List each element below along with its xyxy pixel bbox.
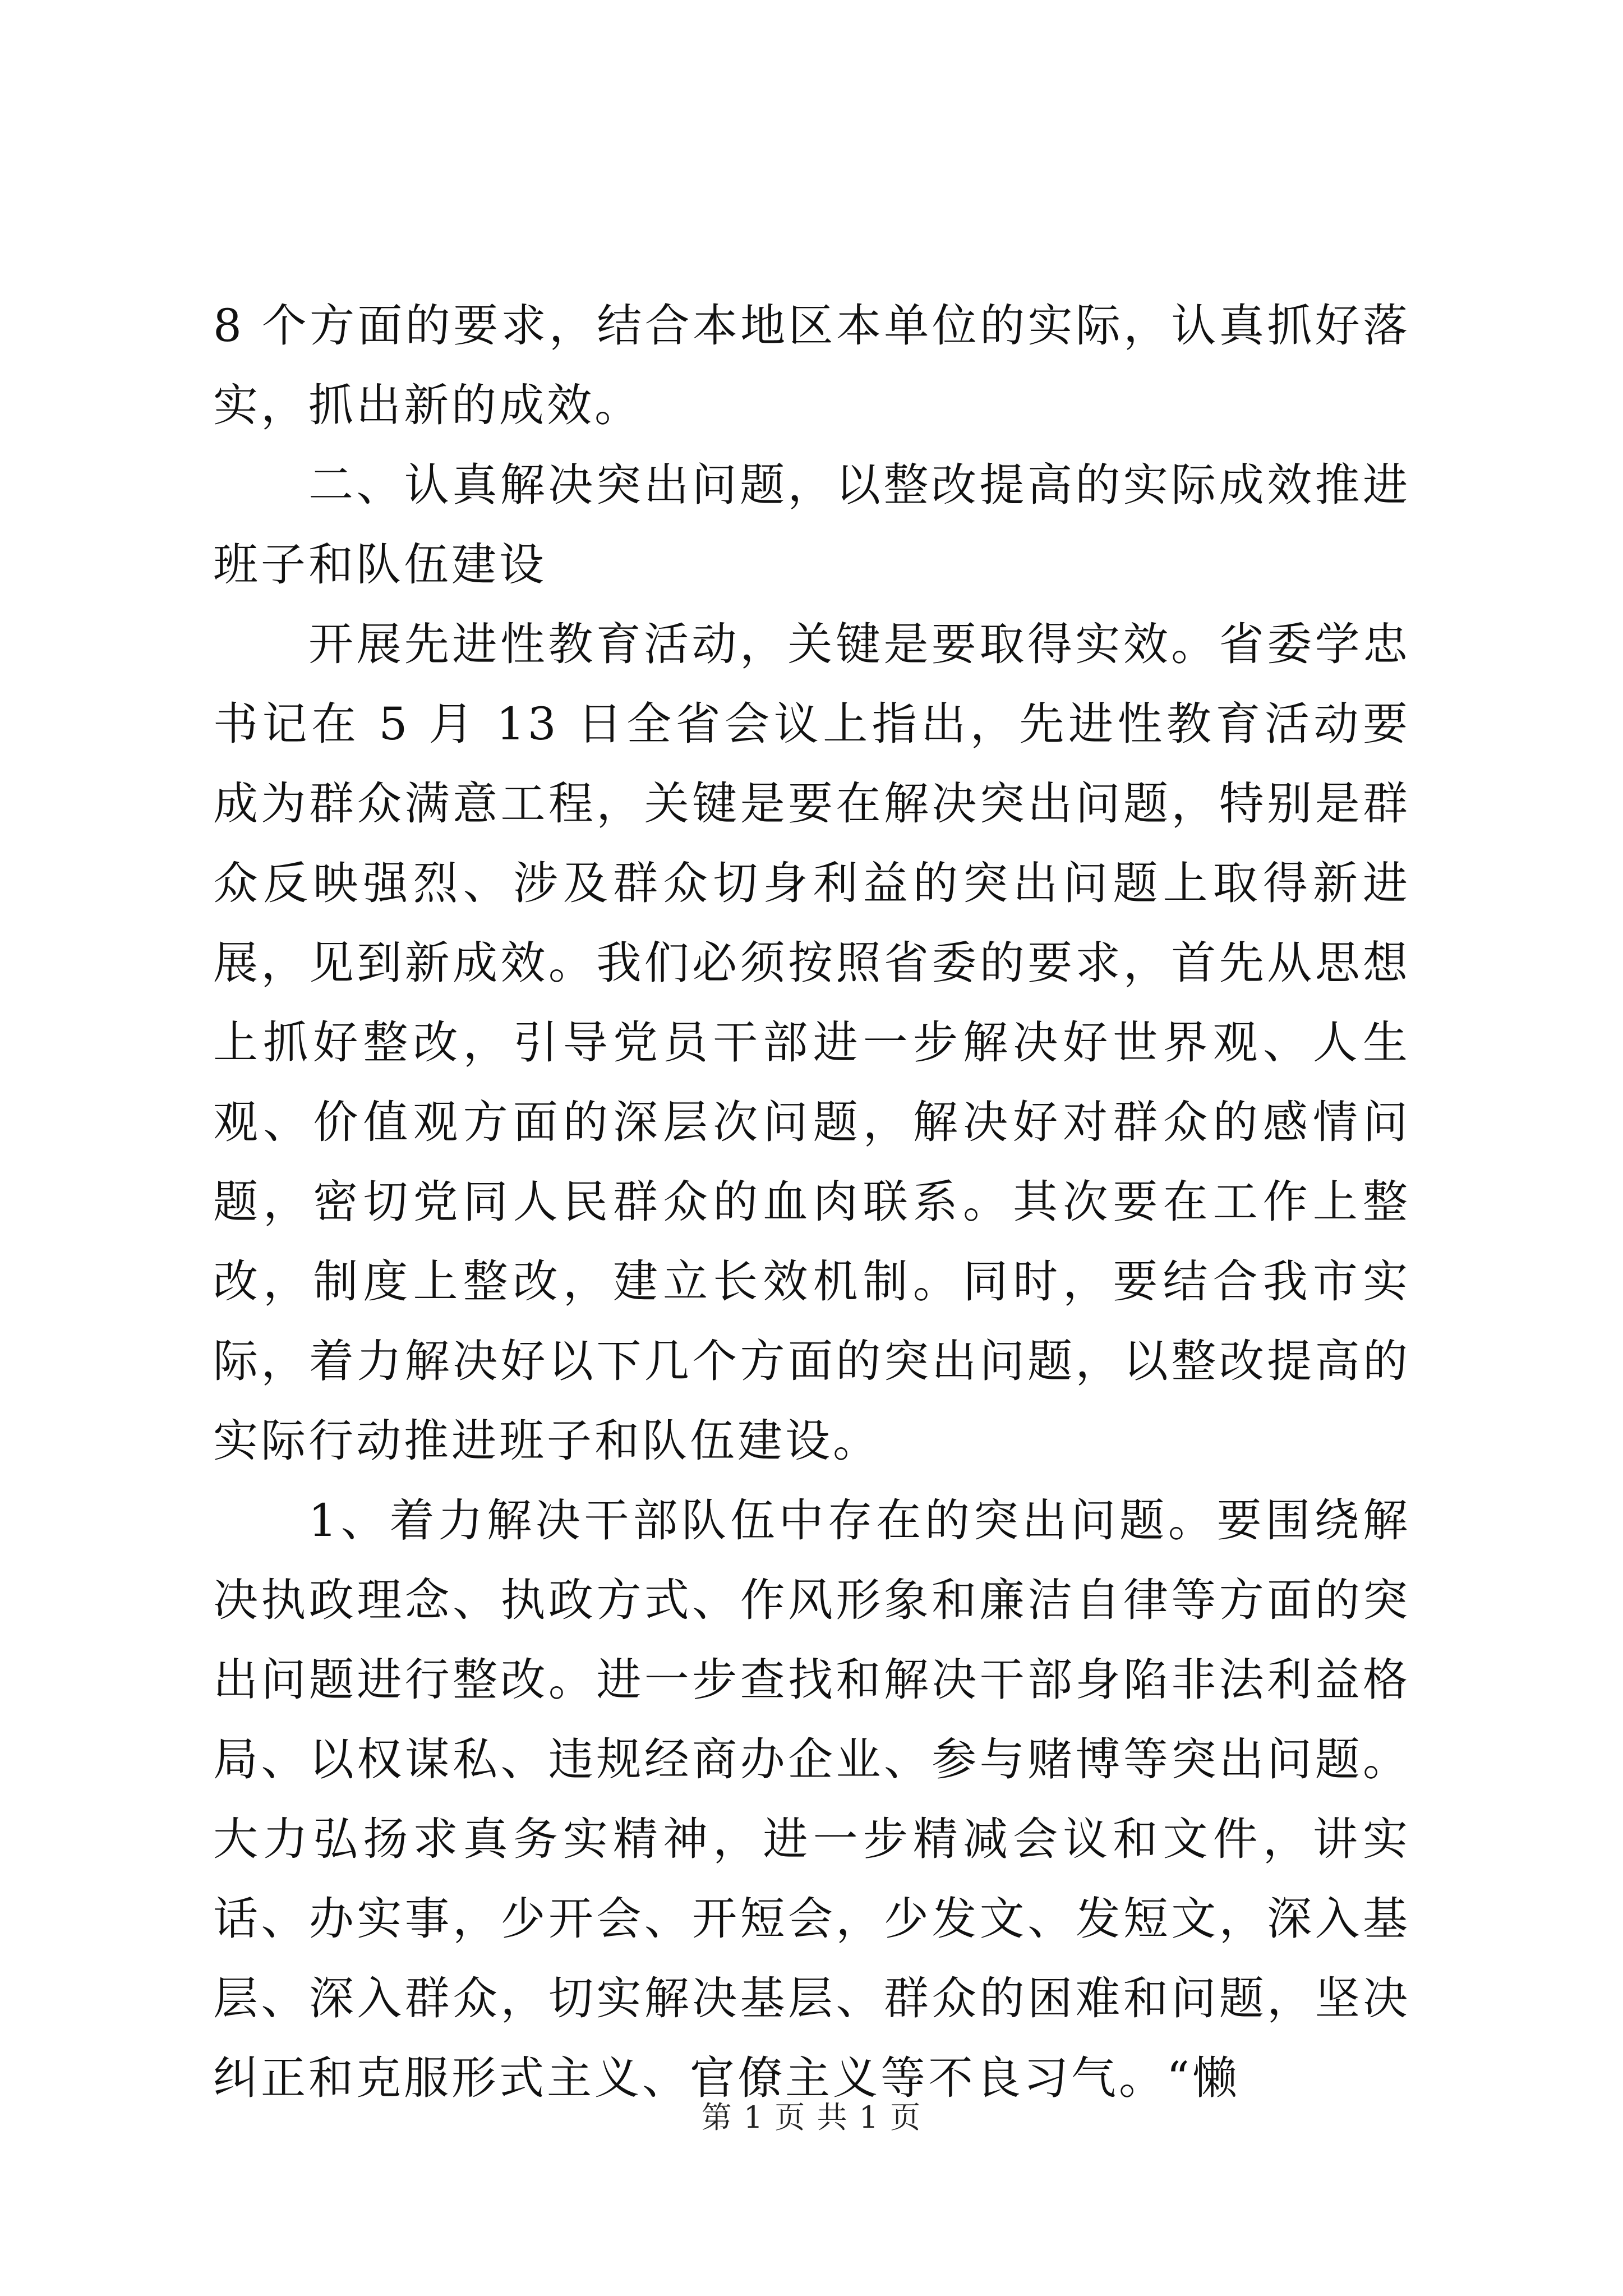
paragraph-continuation: 8 个方面的要求，结合本地区本单位的实际，认真抓好落实，抓出新的成效。 (213, 300, 1410, 431)
paragraph-item-1: 1、着力解决干部队伍中存在的突出问题。要围绕解决执政理念、执政方式、作风形象和廉洁自律等方面的突出问题进行整改。进一步查找和解决干部身陷非法利益格局、以权谋私、违规经商办企业、参与赌博等突出问题。大力弘扬求真务实精神，进一步精减会议和文件，讲实话、办实事，少开会、开短会，少发文、发短文，深入基层、深入群众，切实解决基层、群众的困难和问题，坚决纠正和克服形式主义、官僚主义等不良习气。“懒 (213, 1494, 1410, 2104)
document-body (213, 286, 1410, 2118)
paragraph-body: 开展先进性教育活动，关键是要取得实效。省委学忠书记在 5 月 13 日全省会议上指出，先进性教育活动要成为群众满意工程，关键是要在解决突出问题，特别是群众反映强烈、涉及群众切身利益的突出问题上取得新进展，见到新成效。我们必须按照省委的要求，首先从思想上抓好整改，引导党员干部进一步解决好世界观、人生观、价值观方面的深层次问题，解决好对群众的感情问题，密切党同人民群众的血肉联系。其次要在工作上整改，制度上整改，建立长效机制。同时，要结合我市实际，着力解决好以下几个方面的突出问题，以整改提高的实际行动推进班子和队伍建设。 (213, 618, 1410, 1467)
page-number-footer: 第 1 页 共 1 页 (701, 2100, 922, 2135)
section-heading: 二、认真解决突出问题，以整改提高的实际成效推进班子和队伍建设 (213, 459, 1410, 591)
